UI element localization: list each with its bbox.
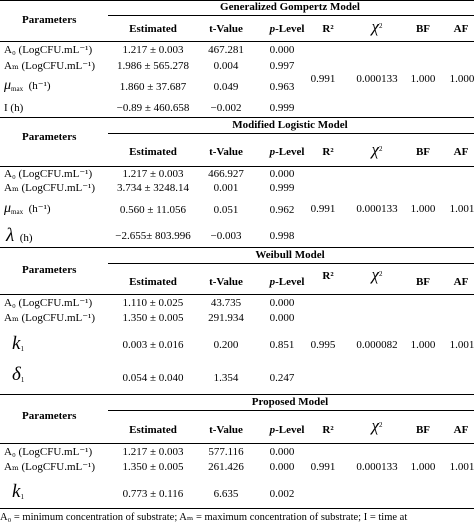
rule xyxy=(0,166,474,167)
estimated-header: Estimated xyxy=(129,276,177,288)
af-header: AF xyxy=(453,146,469,158)
p-level-cell: 0.998 xyxy=(269,230,295,242)
p-level-cell: 0.851 xyxy=(269,339,295,351)
param-label: Aₘ (LogCFU.mL⁻¹) xyxy=(4,312,96,324)
r2-header: R² xyxy=(322,270,334,282)
param-label: $k_1$ xyxy=(12,481,24,502)
rule xyxy=(108,263,474,264)
p-level-cell: 0.997 xyxy=(269,60,295,72)
estimated-cell: 3.734 ± 3248.14 xyxy=(116,182,190,194)
rule xyxy=(0,508,474,509)
p-level-header: p-Level xyxy=(269,424,305,436)
estimated-header: Estimated xyxy=(129,23,177,35)
param-label: $\mu_{max}$ (h⁻¹) xyxy=(4,78,51,93)
estimated-cell: 1.350 ± 0.005 xyxy=(122,461,184,473)
chi2-header: $\chi^2$ xyxy=(371,140,383,159)
model-title: Weibull Model xyxy=(255,249,325,261)
rule xyxy=(0,41,474,42)
af-value: 1.000 xyxy=(449,73,474,85)
bf-header: BF xyxy=(415,23,431,35)
chi2-header: $\chi^2$ xyxy=(371,265,383,284)
t-value-cell: 0.051 xyxy=(213,204,239,216)
rule xyxy=(108,410,474,411)
p-level-cell: 0.000 xyxy=(269,446,295,458)
rule xyxy=(0,247,474,248)
p-level-header: p-Level xyxy=(269,23,305,35)
estimated-cell: 1.110 ± 0.025 xyxy=(122,297,184,309)
rule xyxy=(108,133,474,134)
p-level-cell: 0.247 xyxy=(269,372,295,384)
r2-header: R² xyxy=(322,424,334,436)
estimated-cell: 1.986 ± 565.278 xyxy=(116,60,190,72)
p-level-cell: 0.002 xyxy=(269,488,295,500)
bf-value: 1.000 xyxy=(410,339,436,351)
estimated-cell: 0.003 ± 0.016 xyxy=(122,339,184,351)
chi2-value: 0.000133 xyxy=(356,73,398,85)
p-level-cell: 0.000 xyxy=(269,44,295,56)
estimated-cell: 1.860 ± 37.687 xyxy=(119,81,187,93)
estimated-cell: −0.89 ± 460.658 xyxy=(116,102,190,114)
r2-header: R² xyxy=(322,23,334,35)
rule xyxy=(0,117,474,118)
parameters-header: Parameters xyxy=(22,264,77,276)
p-level-cell: 0.962 xyxy=(269,204,295,216)
estimated-header: Estimated xyxy=(129,146,177,158)
chi2-value: 0.000133 xyxy=(356,461,398,473)
estimated-cell: 0.054 ± 0.040 xyxy=(122,372,184,384)
model-title: Generalized Gompertz Model xyxy=(220,1,360,13)
t-value-header: t-Value xyxy=(209,146,243,158)
t-value-cell: −0.003 xyxy=(210,230,242,242)
bf-value: 1.000 xyxy=(410,203,436,215)
r2-value: 0.991 xyxy=(310,461,336,473)
r2-value: 0.991 xyxy=(310,203,336,215)
param-label: $\delta_1$ xyxy=(12,364,25,385)
t-value-cell: −0.002 xyxy=(210,102,242,114)
bf-header: BF xyxy=(415,424,431,436)
estimated-cell: 1.217 ± 0.003 xyxy=(122,446,184,458)
r2-value: 0.991 xyxy=(310,73,336,85)
t-value-cell: 0.004 xyxy=(213,60,239,72)
table-footnote: A₀ = minimum concentration of substrate; Aₘ = maximum concentration of substrate; I = time at xyxy=(0,512,408,523)
chi2-value: 0.000133 xyxy=(356,203,398,215)
p-level-cell: 0.999 xyxy=(269,182,295,194)
af-header: AF xyxy=(453,23,469,35)
t-value-cell: 6.635 xyxy=(213,488,239,500)
t-value-cell: 261.426 xyxy=(208,461,244,473)
p-level-cell: 0.000 xyxy=(269,461,295,473)
af-value: 1.001 xyxy=(449,339,474,351)
t-value-cell: 467.281 xyxy=(208,44,244,56)
bf-value: 1.000 xyxy=(410,73,436,85)
parameters-header: Parameters xyxy=(22,131,77,143)
chi2-value: 0.000082 xyxy=(356,339,398,351)
t-value-header: t-Value xyxy=(209,23,243,35)
estimated-cell: 1.217 ± 0.003 xyxy=(122,168,184,180)
t-value-cell: 0.200 xyxy=(213,339,239,351)
t-value-cell: 0.001 xyxy=(213,182,239,194)
chi2-header: $\chi^2$ xyxy=(371,17,383,36)
af-value: 1.001 xyxy=(449,461,474,473)
param-label: A₀ (LogCFU.mL⁻¹) xyxy=(4,446,93,458)
t-value-cell: 291.934 xyxy=(208,312,244,324)
r2-value: 0.995 xyxy=(310,339,336,351)
rule xyxy=(0,294,474,295)
estimated-cell: 0.560 ± 11.056 xyxy=(119,204,187,216)
af-header: AF xyxy=(453,276,469,288)
p-level-cell: 0.000 xyxy=(269,312,295,324)
param-label: Aₘ (LogCFU.mL⁻¹) xyxy=(4,60,96,72)
estimated-cell: 1.217 ± 0.003 xyxy=(122,44,184,56)
af-value: 1.001 xyxy=(449,203,474,215)
r2-header: R² xyxy=(322,146,334,158)
bf-value: 1.000 xyxy=(410,461,436,473)
param-label: A₀ (LogCFU.mL⁻¹) xyxy=(4,297,93,309)
p-level-header: p-Level xyxy=(269,276,305,288)
param-label: A₀ (LogCFU.mL⁻¹) xyxy=(4,168,93,180)
estimated-cell: 0.773 ± 0.116 xyxy=(122,488,184,500)
rule xyxy=(0,443,474,444)
p-level-header: p-Level xyxy=(269,146,305,158)
t-value-cell: 1.354 xyxy=(213,372,239,384)
model-title: Modified Logistic Model xyxy=(232,119,348,131)
param-label: $\mu_{max}$ (h⁻¹) xyxy=(4,201,51,216)
param-label: Aₘ (LogCFU.mL⁻¹) xyxy=(4,182,96,194)
model-title: Proposed Model xyxy=(251,396,329,408)
param-label: λ (h) xyxy=(6,225,33,246)
chi2-header: $\chi^2$ xyxy=(371,416,383,435)
estimated-cell: 1.350 ± 0.005 xyxy=(122,312,184,324)
bf-header: BF xyxy=(415,146,431,158)
t-value-cell: 577.116 xyxy=(208,446,244,458)
t-value-header: t-Value xyxy=(209,424,243,436)
p-level-cell: 0.000 xyxy=(269,168,295,180)
p-level-cell: 0.000 xyxy=(269,297,295,309)
estimated-header: Estimated xyxy=(129,424,177,436)
parameters-header: Parameters xyxy=(22,14,77,26)
param-label: A₀ (LogCFU.mL⁻¹) xyxy=(4,44,93,56)
rule xyxy=(108,15,474,16)
param-label: Aₘ (LogCFU.mL⁻¹) xyxy=(4,461,96,473)
bf-header: BF xyxy=(415,276,431,288)
t-value-cell: 466.927 xyxy=(208,168,244,180)
param-label: $k_1$ xyxy=(12,333,24,354)
estimated-cell: −2.655± 803.996 xyxy=(115,230,191,242)
af-header: AF xyxy=(453,424,469,436)
param-label: I (h) xyxy=(4,102,24,114)
p-level-cell: 0.999 xyxy=(269,102,295,114)
p-level-cell: 0.963 xyxy=(269,81,295,93)
t-value-cell: 0.049 xyxy=(213,81,239,93)
parameters-header: Parameters xyxy=(22,410,77,422)
t-value-cell: 43.735 xyxy=(210,297,242,309)
rule xyxy=(0,394,474,395)
t-value-header: t-Value xyxy=(209,276,243,288)
